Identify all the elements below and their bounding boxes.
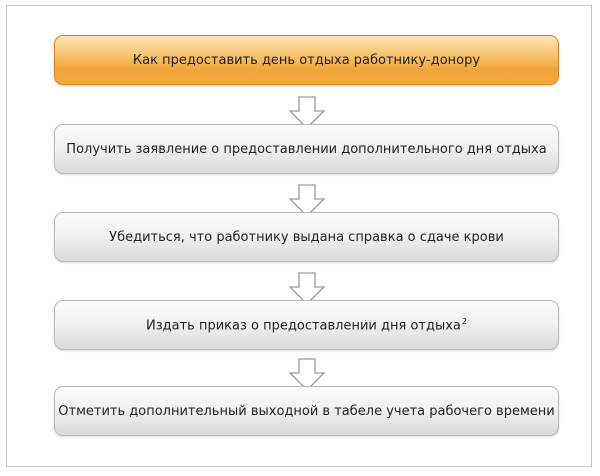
- flow-step-3: [54, 300, 559, 350]
- flow-step-3-label: [146, 317, 467, 333]
- diagram-frame: [6, 5, 592, 467]
- footnote-marker: 2: [461, 316, 467, 326]
- flow-step-1-label: Получить заявление о предоставлении дополнительного дня отдыха: [66, 141, 547, 157]
- flow-step-2-label: Убедиться, что работнику выдана справка о сдаче крови: [109, 229, 504, 245]
- flow-step-2: [54, 212, 559, 262]
- flow-step-1: [54, 124, 559, 174]
- flow-step-3-text: Издать приказ о предоставлении дня отдыха: [146, 318, 461, 334]
- flow-step-4: [54, 386, 559, 436]
- flow-step-header-label: Как предоставить день отдыха работнику-донору: [132, 52, 481, 68]
- flow-step-header: [54, 35, 559, 85]
- flow-step-4-label: Отметить дополнительный выходной в табеле учета рабочего времени: [58, 403, 555, 419]
